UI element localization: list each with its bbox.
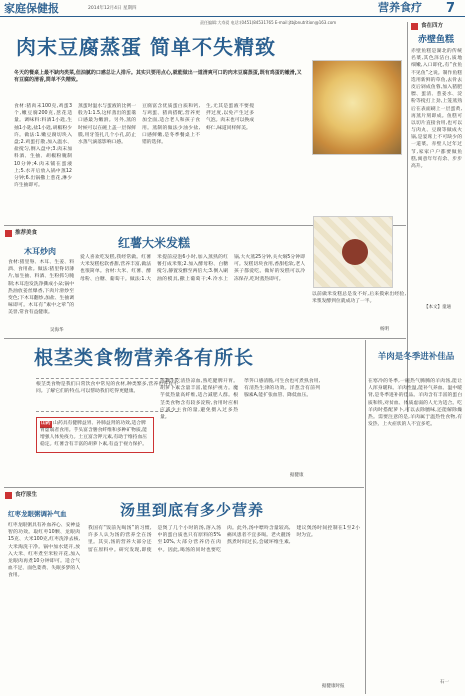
- rice-cake-photo: [313, 216, 393, 288]
- sidebar-top-text: 赤壁鱼糕是湖北的传统名菜,其色泽洁白,质地细嫩,入口即化,有“食鱼不见鱼”之说。制作鱼糕选用新鲜的草鱼,去骨去皮后剁成鱼蓉,加入猪肥膘、蛋清、葱姜水、淀粉等搅打上劲,上笼蒸熟后在表面刷上一层蛋黄,再蒸片刻即成。鱼糕可以切片直接食用,也可以与肉丸、豆腐等做成火锅,是宴席上不可缺少的一道菜。赤壁人过年过节,家家户户都要做鱼糕,寓意年年有余、步步高升。: [411, 49, 462, 169]
- rice-cake-text: 爱人喜欢吃发糕,我经常做。红薯大米发糕松软香甜,营养丰富,做法也很简单。食材:大米、红薯、酵母粉、白糖、葡萄干。做法:1.大米提前浸泡6小时,加入蒸熟的红薯打成米浆;2.加入酵母粉、白糖搅匀,静置发酵至两倍大;3.倒入刷油的模具,撒上葡萄干;4.冷水上锅,大火蒸25分钟,关火焖5分钟即可。发糕切块食用,香甜松软,老人孩子都爱吃。做好的发糕可以冷冻保存,吃时蒸热即可。: [80, 255, 305, 282]
- tofu-article-col2: 蒸蛋时温水与蛋液的比例一般为1:1.5,这样蒸出的蛋羹口感最为嫩滑。另外,蒸的时候可以在碗上盖一层保鲜膜,用牙签扎几个小孔,防止水蒸气滴落影响口感。: [78, 104, 136, 145]
- recipe-left-text: 食材:猪里脊、木耳、生姜、料酒、食用盐。做法:猪里脊切薄片,加生抽、料酒、生粉抓匀腌制;木耳泡发洗净撕成小朵;锅中热油放姜丝爆香,下肉片滑炒至变色;下木耳翻炒,加盐、生抽调味即可。木耳有“素中之荤”的美誉,常食有益健康。: [8, 260, 74, 316]
- tofu-article-col3: 豆腐富含优质蛋白质和钙,与鸡蛋、猪肉搭配,营养更加全面,适合老人和孩子食用。蒸制的做法少油少盐,口感鲜嫩,是冬季餐桌上不错的选择。: [142, 104, 200, 145]
- section-name: 营养食疗: [378, 1, 422, 14]
- issue-date: 2014年12月4日 星期四: [88, 6, 137, 11]
- tofu-article-lead: 冬天的餐桌上最不缺肉类菜,但油腻的口感总让人排斥。其实只要用点心,就能做出一道清爽可口的肉末豆腐蒸蛋,既有鸡蛋的嫩滑,又有豆腐的清香,简单不失精致。: [14, 70, 302, 84]
- recipe-bottom-bar: [4, 491, 64, 500]
- recipe-bottom-bar-label: 食疗原生: [15, 491, 38, 498]
- sidebar-bottom-author: 石一: [440, 680, 449, 685]
- roots-article-text3: 荸荠口感清脆,可生食也可煮熟食用,有清热生津的功效。洋葱含有前列腺素A,能扩张血管、降低血压。: [244, 379, 320, 399]
- recipe-left-author: 吴海华: [50, 328, 64, 333]
- recipe-left-title: 木耳炒肉: [24, 246, 56, 256]
- section-marker-icon: [5, 492, 12, 499]
- roots-article-lead: 根茎类食物是我们日常饮食中常见的食材,种类繁多,营养也各有不同。了解它们的特点,可以帮助我们吃得更健康。: [36, 378, 178, 412]
- sidebar-top-title: 赤壁鱼糕: [418, 35, 455, 45]
- paper-name: 家庭保健报: [4, 2, 59, 15]
- tofu-article-col1: 食材:猪肉末100克,鸡蛋3个,嫩豆腐200克,葱花适量。调味料:料酒1小匙,生抽1小匙,盐1小匙,胡椒粉少许。做法:1.嫩豆腐切块入盘;2.鸡蛋打散,加入温水、盐搅匀,倒入盘中;3.肉末加料酒、生抽、胡椒粉腌制10分钟;4.肉末铺在蛋液上;5.水开后放入锅中蒸12分钟;6.出锅撒上葱花,淋少许生抽即可。: [14, 104, 72, 189]
- rice-cake-author: 杨明: [380, 327, 389, 332]
- soup-article-title: 汤里到底有多少营养: [120, 501, 265, 519]
- roots-article-text2: 莲藕生吃清热凉血,熟吃健脾开胃。胡萝卜素含量丰富,能保护视力。魔芋低热量高纤维,适合减肥人群。根茎类食物含有较多淀粉,食用时应相应减少主食的量,避免摄入过多热量。: [160, 379, 238, 420]
- roots-box-text: 山药具有健脾益胃、补肺益肾的功效,适合脾胃虚弱者食用。芋头富含膳食纤维和多种矿物质,能增强人体免疫力。土豆富含钾元素,有助于维持血压稳定。红薯含有丰富的胡萝卜素,有益于视力保护。: [40, 421, 148, 447]
- roots-article-author: 据健康: [290, 473, 304, 478]
- sidebar-top-bar-label: 食在四方: [421, 22, 444, 29]
- section-divider: [4, 487, 364, 488]
- sidebar-bottom-title: 羊肉是冬季进补佳品: [377, 352, 455, 362]
- roots-article-title: 根茎类食物营养各有所长: [34, 347, 255, 369]
- tofu-article-col4: 生,尤其是蛋液不要搅拌过度,以免产生过多气泡。肉末也可以换成虾仁,味道同样鲜美。: [206, 104, 254, 131]
- sidebar-top-author: 【本文】童通: [424, 305, 451, 310]
- contact-line: 责任编辑:大寿爱 电话:(0451)84531765 E-mail:jtbjbnutrition@163.com: [200, 20, 337, 25]
- section-marker-icon: [411, 23, 418, 30]
- recipe-bottom-text: 红枣龙眼粥具有补血养心、安神益智的功效。取红枣10颗、龙眼肉15克、大米100克,红枣洗净去核,大米淘洗干净。锅中加水烧开,放入大米、红枣煮至米粒开花,加入龙眼肉再煮10分钟即可。适合气血不足、面色萎黄、失眠多梦的人食用。: [8, 523, 80, 579]
- recipe-left-bar: [4, 229, 64, 238]
- sidebar-top-bar: [410, 22, 462, 31]
- recipe-bottom-title: 红枣龙眼粥调补气血: [8, 510, 67, 518]
- rice-cake-caption: 以前做米发糕总是发不好,后来摸索出经验,米浆发酵到位就成功了一半。: [312, 292, 406, 305]
- section-divider: [4, 338, 406, 339]
- rice-cake-title: 红薯大米发糕: [118, 236, 191, 250]
- soup-article-text: 我国有“饭前先喝汤”的习惯,许多人认为汤的营养全在汤里。其实,汤的营养大部分还留在原料中。研究发现,即使是煲了几个小时的汤,溶入汤中的蛋白质也只有原料的5%至10%,大部分营养仍在肉中。因此,喝汤的同时也要吃肉。此外,汤中嘌呤含量较高,痛风患者不宜多喝。老火靓汤熬煮时间过长,会破坏维生素,建议煲汤时间控制在1至2小时为宜。: [88, 526, 360, 553]
- recipe-left-bar-label: 推荐美食: [15, 229, 38, 236]
- tofu-egg-photo: [312, 60, 402, 155]
- tofu-article-title: 肉末豆腐蒸蛋 简单不失精致: [16, 35, 276, 59]
- column-divider: [365, 340, 366, 694]
- page-number: 7: [446, 1, 456, 16]
- roots-article-box: [36, 417, 154, 453]
- page-header: [0, 0, 465, 17]
- section-marker-icon: [5, 230, 12, 237]
- soup-article-author: 据健康时报: [322, 684, 345, 689]
- tofu-article-col5: [312, 158, 402, 220]
- sidebar-bottom-text: 在寒冷的冬季,一碗热气腾腾的羊肉汤,能让人浑身暖和。羊肉性温,能补气养血、温中暖肾,是冬季进补的佳品。羊肉含有丰富的蛋白质和铁,对贫血、体质虚弱的人尤为适合。吃羊肉时搭配萝卜,可以去除膻味,还能解除燥热。需要注意的是,羊肉属于温热性食物,有发热、上火症状的人不宜多吃。: [368, 379, 462, 428]
- roots-box-tag: 山药: [41, 421, 51, 426]
